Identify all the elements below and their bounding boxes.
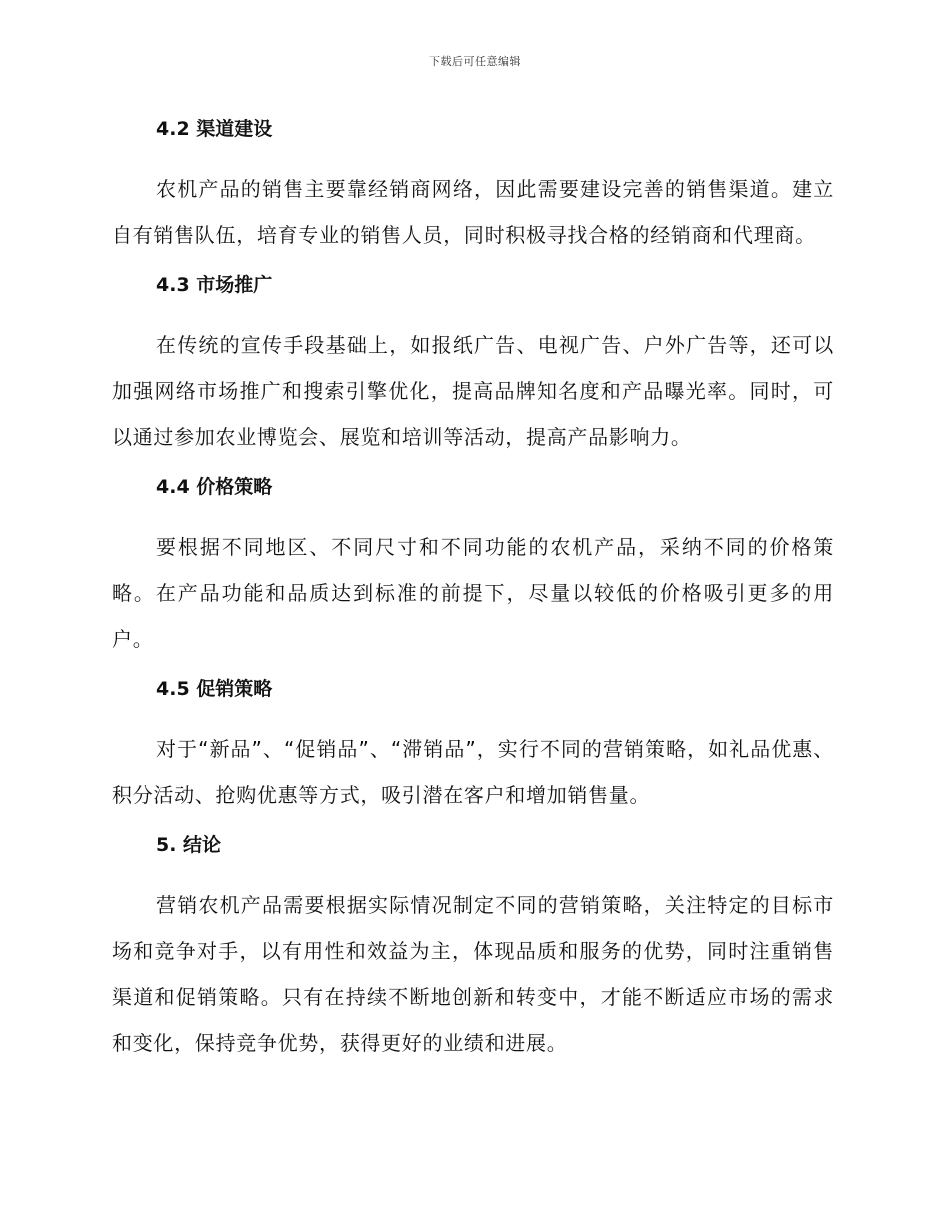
section-heading-sales-promotion: 4.5 促销策略 <box>156 678 273 700</box>
section-heading-conclusion: 5. 结论 <box>156 834 222 856</box>
section-paragraph-promotion-market: 在传统的宣传手段基础上，如报纸广告、电视广告、户外广告等，还可以加强网络市场推广和搜索引擎优化，提高品牌知名度和产品曝光率。同时，可以通过参加农业博览会、展览和培训等活动，提高产品影响力。 <box>112 333 834 449</box>
section-paragraph-pricing: 要根据不同地区、不同尺寸和不同功能的农机产品，采纳不同的价格策略。在产品功能和品质达到标准的前提下，尽量以较低的价格吸引更多的用户。 <box>112 535 834 651</box>
section-heading-promotion-market: 4.3 市场推广 <box>156 274 273 296</box>
section-paragraph-sales-promotion: 对于“新品”、“促销品”、“滞销品”，实行不同的营销策略，如礼品优惠、积分活动、抢购优惠等方式，吸引潜在客户和增加销售量。 <box>112 737 834 807</box>
document-body <box>112 112 834 1076</box>
section-heading-channel: 4.2 渠道建设 <box>156 118 273 140</box>
section-heading-pricing: 4.4 价格策略 <box>156 476 273 498</box>
section-paragraph-conclusion: 营销农机产品需要根据实际情况制定不同的营销策略，关注特定的目标市场和竞争对手，以有用性和效益为主，体现品质和服务的优势，同时注重销售渠道和促销策略。只有在持续不断地创新和转变中，才能不断适应市场的需求和变化，保持竞争优势，获得更好的业绩和进展。 <box>112 893 834 1055</box>
section-paragraph-channel: 农机产品的销售主要靠经销商网络，因此需要建设完善的销售渠道。建立自有销售队伍，培育专业的销售人员，同时积极寻找合格的经销商和代理商。 <box>112 177 834 247</box>
page-header-note: 下载后可任意编辑 <box>429 55 521 68</box>
